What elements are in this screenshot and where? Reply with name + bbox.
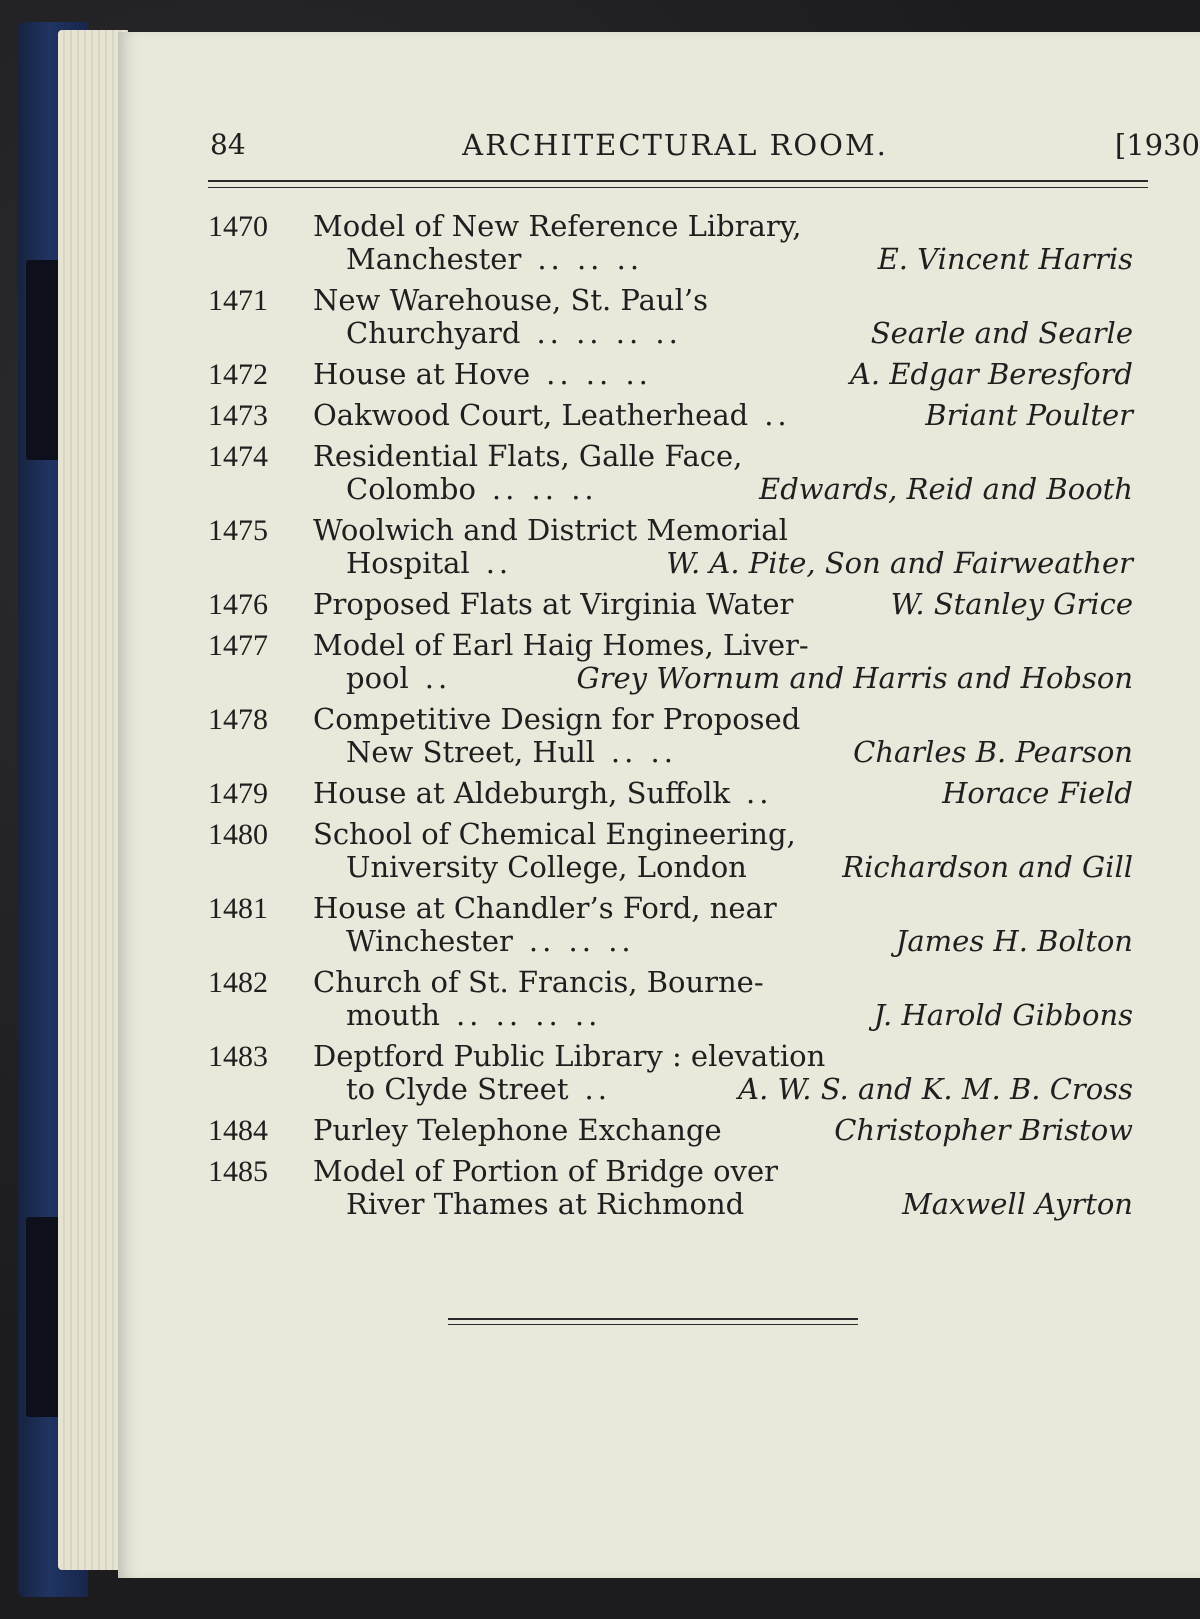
catalogue-entry xyxy=(208,1114,1133,1147)
entry-architect: A. W. S. and K. M. B. Cross xyxy=(738,1072,1133,1106)
entry-architect: W. A. Pite, Son and Fairweather xyxy=(666,546,1133,580)
dot-leader: .. .. .. xyxy=(491,472,598,506)
entry-line xyxy=(208,399,1133,432)
catalogue-entry xyxy=(208,818,1133,884)
dot-leader: .. .. .. xyxy=(546,357,652,391)
entry-title: Proposed Flats at Virginia Water xyxy=(313,587,794,621)
catalogue-entry xyxy=(208,892,1133,958)
entry-number: 1481 xyxy=(208,892,268,925)
entry-title: Residential Flats, Galle Face, xyxy=(313,439,743,473)
entry-line xyxy=(208,514,1133,547)
entry-title-continued: Manchester xyxy=(346,242,522,276)
entry-number: 1483 xyxy=(208,1040,268,1073)
entry-title-continued: Hospital xyxy=(346,546,470,580)
entry-title: House at Chandler’s Ford, near xyxy=(313,891,777,925)
entry-architect: Edwards, Reid and Booth xyxy=(759,472,1133,506)
entry-line xyxy=(208,358,1133,391)
book-page xyxy=(118,32,1200,1578)
entry-architect: Horace Field xyxy=(942,776,1133,810)
entry-title-continued: Colombo xyxy=(346,472,476,506)
catalogue-entry xyxy=(208,210,1133,276)
entry-architect: A. Edgar Beresford xyxy=(849,357,1133,391)
entry-title-continued: River Thames at Richmond xyxy=(346,1187,745,1221)
header-year: [1930 xyxy=(1114,128,1200,162)
dot-leader: .. xyxy=(584,1072,611,1106)
entry-line xyxy=(208,1040,1133,1073)
entry-line xyxy=(208,1188,1133,1221)
catalogue-entry xyxy=(208,703,1133,769)
entry-line xyxy=(208,999,1133,1032)
entry-number: 1473 xyxy=(208,399,268,432)
catalogue-entry xyxy=(208,1040,1133,1106)
dot-leader: .. .. .. xyxy=(537,242,644,276)
catalogue-entry xyxy=(208,399,1133,432)
catalogue-entry xyxy=(208,284,1133,350)
entry-number: 1475 xyxy=(208,514,268,547)
entry-line xyxy=(208,243,1133,276)
entry-title-continued: mouth xyxy=(346,998,440,1032)
entry-number: 1470 xyxy=(208,210,268,243)
entry-title: Competitive Design for Proposed xyxy=(313,702,801,736)
entry-title: Model of Earl Haig Homes, Liver- xyxy=(313,628,809,662)
entry-title-continued: Winchester xyxy=(346,924,513,958)
entry-title-continued: pool xyxy=(346,661,409,695)
entry-number: 1476 xyxy=(208,588,268,621)
entry-line xyxy=(208,1114,1133,1147)
entry-line xyxy=(208,966,1133,999)
entry-line xyxy=(208,588,1133,621)
entry-number: 1472 xyxy=(208,358,268,391)
dot-leader: .. .. .. .. xyxy=(455,998,602,1032)
entry-architect: W. Stanley Grice xyxy=(890,587,1133,621)
entry-line xyxy=(208,777,1133,810)
entry-title: Woolwich and District Memorial xyxy=(313,513,788,547)
entry-number: 1482 xyxy=(208,966,268,999)
entry-title-continued: Churchyard xyxy=(346,316,521,350)
running-header xyxy=(210,128,1200,168)
entry-number: 1477 xyxy=(208,629,268,662)
entry-number: 1480 xyxy=(208,818,268,851)
dot-leader: .. xyxy=(424,661,452,695)
catalogue-entry xyxy=(208,777,1133,810)
entry-architect: Maxwell Ayrton xyxy=(902,1187,1133,1221)
dot-leader: .. xyxy=(746,776,773,810)
catalogue-entry xyxy=(208,440,1133,506)
entry-number: 1471 xyxy=(208,284,268,317)
entry-title: Deptford Public Library : elevation xyxy=(313,1039,826,1073)
entry-architect: E. Vincent Harris xyxy=(877,242,1133,276)
catalogue-entries xyxy=(208,210,1133,1229)
entry-title: School of Chemical Engineering, xyxy=(313,817,796,851)
catalogue-entry xyxy=(208,1155,1133,1221)
catalogue-entry xyxy=(208,966,1133,1032)
entry-architect: Searle and Searle xyxy=(870,316,1133,350)
entry-title-continued: New Street, Hull xyxy=(346,735,595,769)
entry-line xyxy=(208,662,1133,695)
page-title: ARCHITECTURAL ROOM. xyxy=(462,128,888,162)
entry-architect: Charles B. Pearson xyxy=(853,735,1133,769)
entry-line xyxy=(208,440,1133,473)
entry-architect: Briant Poulter xyxy=(925,398,1133,432)
entry-line xyxy=(208,851,1133,884)
entry-line xyxy=(208,1073,1133,1106)
entry-line xyxy=(208,703,1133,736)
entry-line xyxy=(208,284,1133,317)
entry-line xyxy=(208,1155,1133,1188)
entry-architect: Grey Wornum and Harris and Hobson xyxy=(576,661,1133,695)
entry-line xyxy=(208,317,1133,350)
entry-title: Oakwood Court, Leatherhead xyxy=(313,398,749,432)
entry-architect: J. Harold Gibbons xyxy=(873,998,1133,1032)
entry-architect: James H. Bolton xyxy=(895,924,1133,958)
entry-title: New Warehouse, St. Paul’s xyxy=(313,283,708,317)
catalogue-entry xyxy=(208,358,1133,391)
entry-title-continued: University College, London xyxy=(346,850,747,884)
catalogue-entry xyxy=(208,588,1133,621)
dot-leader: .. xyxy=(764,398,791,432)
entry-line xyxy=(208,473,1133,506)
entry-title: Purley Telephone Exchange xyxy=(313,1113,722,1147)
entry-title: House at Aldeburgh, Suffolk xyxy=(313,776,731,810)
entry-title: Model of Portion of Bridge over xyxy=(313,1154,778,1188)
entry-line xyxy=(208,818,1133,851)
entry-number: 1478 xyxy=(208,703,268,736)
entry-architect: Christopher Bristow xyxy=(834,1113,1133,1147)
entry-architect: Richardson and Gill xyxy=(842,850,1133,884)
dot-leader: .. .. .. xyxy=(528,924,635,958)
page-number: 84 xyxy=(210,128,246,161)
entry-line xyxy=(208,210,1133,243)
entry-title-continued: to Clyde Street xyxy=(346,1072,569,1106)
dot-leader: .. .. .. .. xyxy=(536,316,682,350)
entry-number: 1474 xyxy=(208,440,268,473)
entry-title: Model of New Reference Library, xyxy=(313,209,802,243)
entry-line xyxy=(208,736,1133,769)
end-rule xyxy=(448,1318,858,1325)
header-rule xyxy=(208,180,1148,188)
entry-line xyxy=(208,892,1133,925)
catalogue-entry xyxy=(208,629,1133,695)
entry-title: House at Hove xyxy=(313,357,531,391)
entry-number: 1484 xyxy=(208,1114,268,1147)
catalogue-entry xyxy=(208,514,1133,580)
entry-line xyxy=(208,629,1133,662)
dot-leader: .. .. xyxy=(610,735,677,769)
entry-line xyxy=(208,547,1133,580)
entry-line xyxy=(208,925,1133,958)
entry-number: 1485 xyxy=(208,1155,268,1188)
entry-number: 1479 xyxy=(208,777,268,810)
dot-leader: .. xyxy=(485,546,513,580)
entry-title: Church of St. Francis, Bourne- xyxy=(313,965,764,999)
